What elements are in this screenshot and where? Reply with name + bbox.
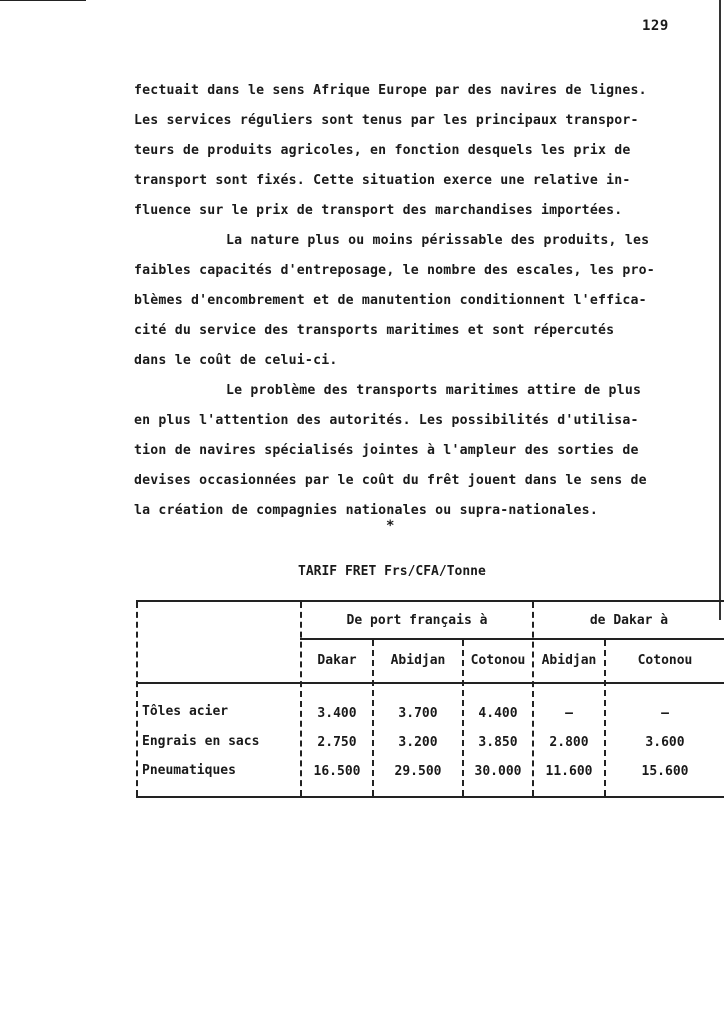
table-cell: 3.200 [398, 735, 438, 750]
group-header-france: De port français à [346, 613, 488, 628]
text-line: teurs de produits agricoles, en fonction desquels les prix de [134, 143, 631, 158]
table-cell: 4.400 [478, 706, 518, 721]
text-line: blèmes d'encombrement et de manutention conditionnent l'effica- [134, 293, 647, 308]
table-cell: – [565, 706, 573, 721]
tariff-table [136, 600, 724, 800]
table-cell: 11.600 [545, 764, 593, 779]
table-cell: – [661, 706, 669, 721]
row-label: Engrais en sacs [142, 734, 260, 749]
table-cell: 3.700 [398, 706, 438, 721]
row-label: Tôles acier [142, 704, 229, 719]
table-cell: 16.500 [313, 764, 361, 779]
text-line: cité du service des transports maritimes et sont répercutés [134, 323, 615, 338]
table-cell: 30.000 [474, 764, 522, 779]
text-line: faibles capacités d'entreposage, le nombre des escales, les pro- [134, 263, 655, 278]
scan-corner-mark [0, 0, 86, 1]
table-title: TARIF FRET Frs/CFA/Tonne [298, 564, 486, 579]
table-cell: 3.400 [317, 706, 357, 721]
row-label: Pneumatiques [142, 763, 236, 778]
text-line: dans le coût de celui-ci. [134, 353, 338, 368]
table-cell: 3.600 [645, 735, 685, 750]
header-divider-rule [300, 638, 724, 640]
table-cell: 3.850 [478, 735, 518, 750]
group-header-dakar: de Dakar à [589, 613, 669, 628]
column-header: Cotonou [637, 653, 693, 668]
table-cell: 15.600 [641, 764, 689, 779]
paragraph-start-line: Le problème des transports maritimes attire de plus [226, 383, 642, 398]
table-cell: 2.750 [317, 735, 357, 750]
text-line: en plus l'attention des autorités. Les possibilités d'utilisa- [134, 413, 639, 428]
text-line: fectuait dans le sens Afrique Europe par des navires de lignes. [134, 83, 647, 98]
column-header: Abidjan [390, 653, 446, 668]
table-top-rule [136, 600, 724, 602]
column-header: Dakar [317, 653, 357, 668]
text-line: devises occasionnées par le coût du frêt jouent dans le sens de [134, 473, 647, 488]
text-line: Les services réguliers sont tenus par les principaux transpor- [134, 113, 639, 128]
table-left-rule [136, 602, 138, 796]
column-header: Cotonou [470, 653, 526, 668]
table-bottom-rule [136, 796, 724, 798]
table-cell: 2.800 [549, 735, 589, 750]
table-cell: 29.500 [394, 764, 442, 779]
header-bottom-rule [136, 682, 724, 684]
section-separator: * [386, 518, 395, 534]
text-line: fluence sur le prix de transport des marchandises importées. [134, 203, 623, 218]
text-line: la création de compagnies nationales ou supra-nationales. [134, 503, 598, 518]
column-header: Abidjan [541, 653, 597, 668]
paragraph-start-line: La nature plus ou moins périssable des produits, les [226, 233, 650, 248]
body-text [134, 76, 704, 526]
text-line: tion de navires spécialisés jointes à l'ampleur des sorties de [134, 443, 639, 458]
text-line: transport sont fixés. Cette situation exerce une relative in- [134, 173, 631, 188]
page-number: 129 [642, 18, 669, 34]
scan-edge-line [719, 0, 721, 620]
